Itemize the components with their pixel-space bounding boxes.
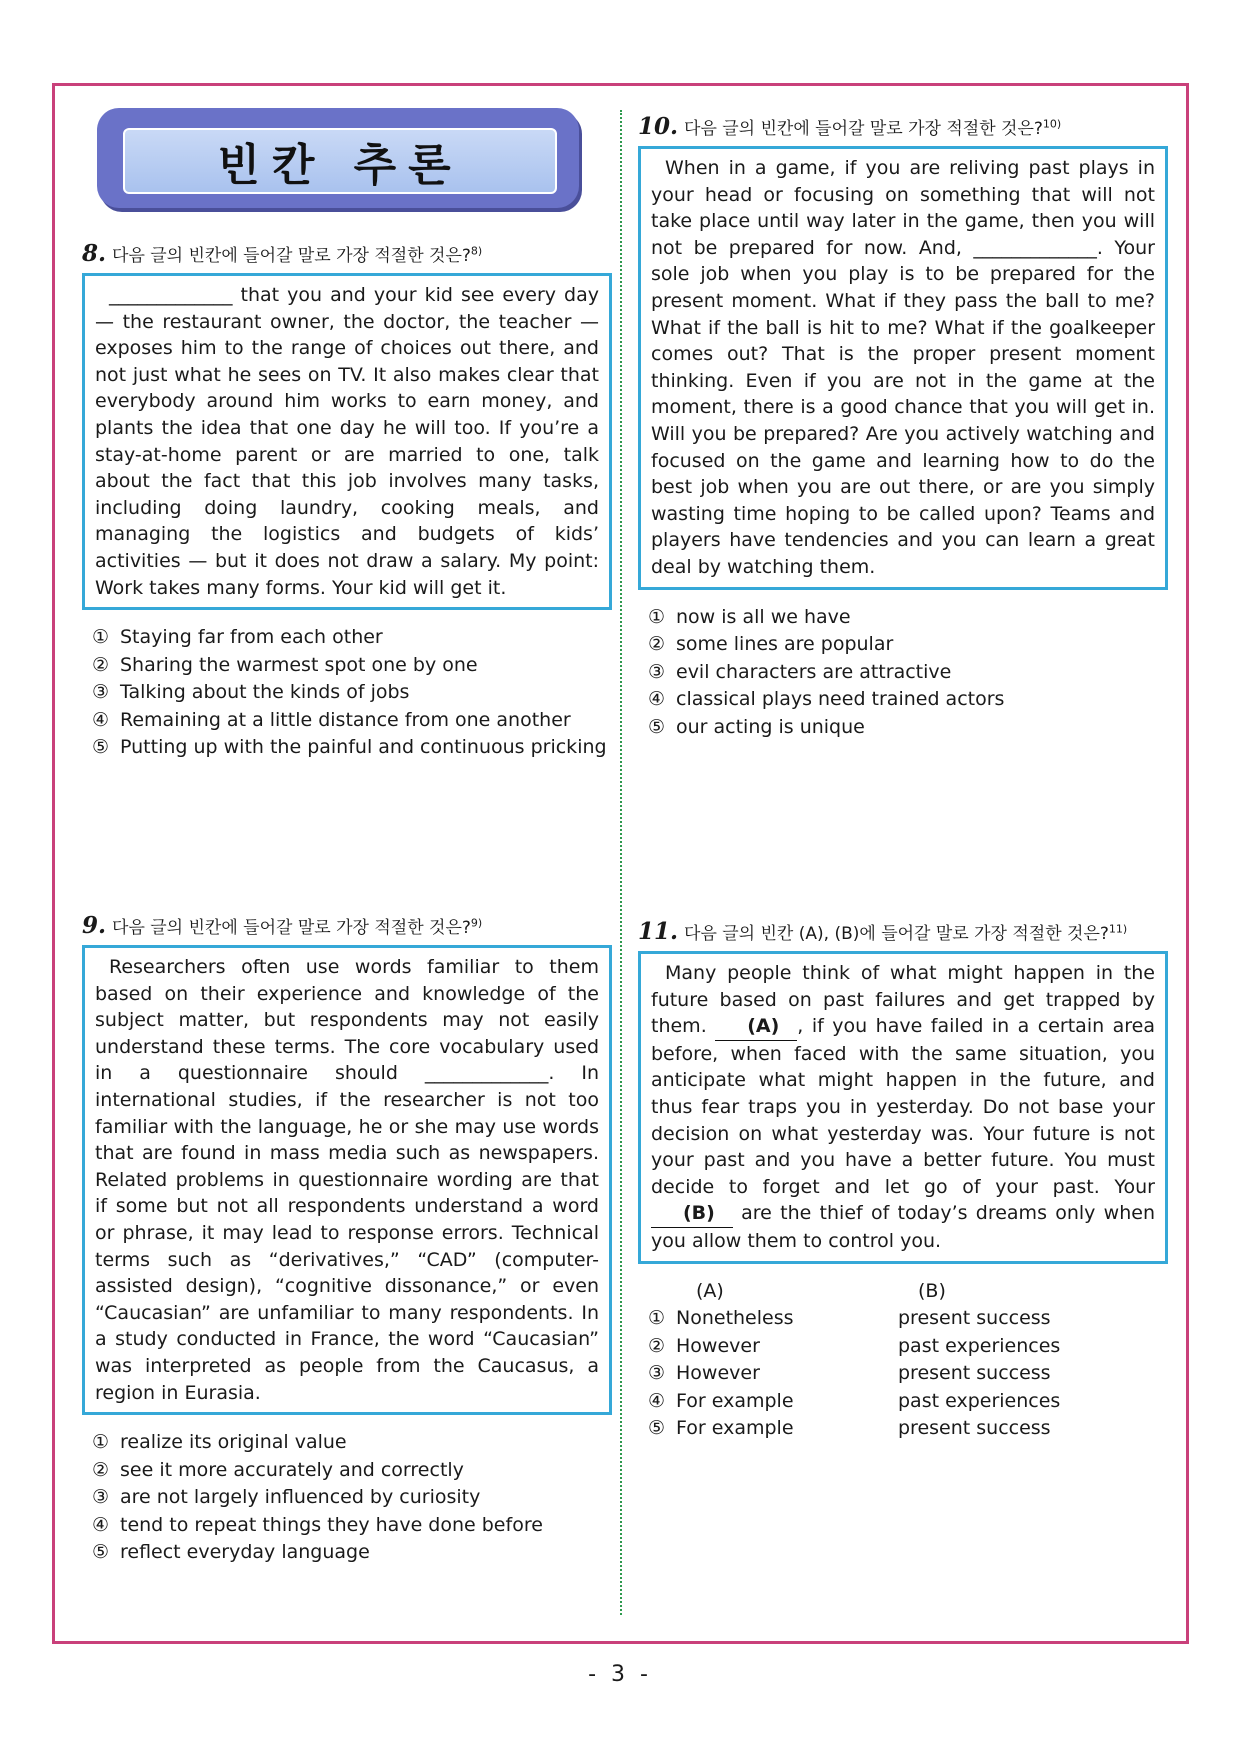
- section-title: 빈칸 추론: [123, 128, 557, 194]
- col-a-header: (A): [696, 1279, 724, 1302]
- option-marker: ③: [92, 681, 110, 704]
- option[interactable]: [92, 1484, 612, 1512]
- option[interactable]: [648, 631, 1168, 659]
- option-text: Sharing the warmest spot one by one: [120, 653, 478, 676]
- option-marker: ⑤: [92, 1541, 110, 1564]
- option-marker: ①: [648, 1307, 666, 1330]
- question-10-options: [638, 604, 1168, 742]
- option-marker: ②: [92, 1458, 110, 1481]
- option-text: our acting is unique: [676, 715, 865, 738]
- passage-text: . Your sole job when you play is to be prepared for the present moment. What if they pass the ball to me? What if the ball is hit to me? What if the goalkeeper comes out? That is the proper present moment thinking. Even if you are not in the game at the moment, there is a good chance that you will get in. Will you be prepared? Are you actively watching and focused on the game and learning how to do the best job when you are out there, or are you simply wasting time hoping to be called upon? Teams and players have tendencies and you can learn a great deal by watching them.: [651, 236, 1155, 578]
- option[interactable]: [638, 1333, 1168, 1361]
- option-text: some lines are popular: [676, 633, 894, 655]
- option-b: past experiences: [898, 1334, 1061, 1357]
- option[interactable]: [638, 1305, 1168, 1333]
- option-marker: ④: [92, 708, 110, 731]
- option[interactable]: [648, 714, 1168, 742]
- footnote-marker: 9): [470, 916, 483, 930]
- option[interactable]: [648, 659, 1168, 687]
- options-header: [638, 1278, 1168, 1306]
- page-number: - 3 -: [588, 1662, 652, 1687]
- question-9-header: [82, 912, 612, 939]
- blank: _____________: [109, 284, 233, 306]
- option-b: present success: [898, 1307, 1051, 1330]
- option-marker: ④: [92, 1513, 110, 1536]
- blank-a: (A): [715, 1013, 797, 1041]
- question-9-passage: [82, 945, 612, 1415]
- blank: _____________: [973, 236, 1097, 259]
- footnote-marker: 10): [1042, 117, 1062, 131]
- option[interactable]: [648, 604, 1168, 632]
- question-prompt: 다음 글의 빈칸에 들어갈 말로 가장 적절한 것은?: [112, 246, 471, 266]
- passage-text: Researchers often use words familiar to them based on their experience and knowledge of the subject matter, but respondents may not easily understand these terms. The core vocabulary used in a questionnaire should: [95, 956, 599, 1085]
- passage-text: When in a game, if you are reliving past plays in your head or focusing on something that will not take place until way later in the game, then you will not be prepared for now. And,: [651, 157, 1155, 259]
- option-text: Staying far from each other: [120, 626, 383, 649]
- question-8-header: [82, 240, 612, 267]
- option-a: For example: [676, 1417, 794, 1440]
- option[interactable]: [92, 1429, 612, 1457]
- option[interactable]: [92, 1539, 612, 1567]
- option-marker: ③: [648, 660, 666, 683]
- question-10-header: [638, 113, 1168, 140]
- option-marker: ⑤: [648, 715, 666, 738]
- option-marker: ②: [92, 653, 110, 676]
- footnote-marker: 8): [470, 244, 483, 258]
- question-8: [82, 240, 612, 762]
- question-10: [638, 113, 1168, 741]
- option[interactable]: [638, 1388, 1168, 1416]
- option[interactable]: [638, 1415, 1168, 1443]
- option[interactable]: [92, 624, 612, 652]
- question-number: 9.: [82, 912, 107, 939]
- blank-b: (B): [651, 1200, 733, 1228]
- option[interactable]: [92, 734, 612, 762]
- option-text: classical plays need trained actors: [676, 688, 1005, 710]
- option-marker: ③: [648, 1362, 666, 1385]
- passage-text: are the thief of today’s dreams only when you allow them to control you.: [651, 1202, 1155, 1252]
- option-a: For example: [676, 1389, 794, 1412]
- option-a: However: [676, 1334, 760, 1357]
- option-text: evil characters are attractive: [676, 660, 952, 683]
- option-marker: ①: [648, 605, 666, 628]
- passage-text: . In international studies, if the researcher is not too familiar with the language, he or she may use words that are found in mass media such as newspapers. Related problems in questionnaire wording are that if some but not all respondents understand a word or phrase, it may lead to response errors. Technical terms such as “derivatives,” “CAD” (computer-assisted design), “cognitive dissonance,” or even “Caucasian” are unfamiliar to many respondents. In a study conducted in France, the word “Caucasian” was interpreted as people from the Caucasus, a region in Eurasia.: [95, 1062, 599, 1404]
- passage-text: , if you have failed in a certain area before, when faced with the same situation, you anticipate what might happen in the future, and thus fear traps you in yesterday. Do not base your decision on what yesterday was. Your future is not your past and you have a better future. You must decide to forget and let go of your past. Your: [651, 1015, 1155, 1198]
- option-marker: ④: [648, 1389, 666, 1412]
- column-divider: [620, 110, 622, 1615]
- question-prompt: 다음 글의 빈칸에 들어갈 말로 가장 적절한 것은?: [112, 918, 471, 938]
- question-prompt: 다음 글의 빈칸에 들어갈 말로 가장 적절한 것은?: [684, 119, 1043, 139]
- option-marker: ①: [92, 1431, 110, 1454]
- option-text: now is all we have: [676, 605, 851, 628]
- option-b: present success: [898, 1362, 1051, 1385]
- question-11-passage: [638, 951, 1168, 1264]
- question-9-options: [82, 1429, 612, 1567]
- option-marker: ⑤: [648, 1417, 666, 1440]
- option-text: Talking about the kinds of jobs: [120, 681, 410, 704]
- option-text: see it more accurately and correctly: [120, 1458, 464, 1481]
- option-marker: ⑤: [92, 736, 110, 759]
- option-marker: ②: [648, 1334, 666, 1357]
- option[interactable]: [638, 1360, 1168, 1388]
- option[interactable]: [92, 1512, 612, 1540]
- question-11: [638, 918, 1168, 1443]
- question-8-options: [82, 624, 612, 762]
- question-number: 8.: [82, 240, 107, 267]
- question-number: 10.: [638, 113, 679, 140]
- question-prompt: 다음 글의 빈칸 (A), (B)에 들어갈 말로 가장 적절한 것은?: [684, 924, 1109, 944]
- col-b-header: (B): [918, 1279, 946, 1302]
- option-text: tend to repeat things they have done before: [120, 1513, 543, 1536]
- option[interactable]: [92, 679, 612, 707]
- option-a: Nonetheless: [676, 1307, 794, 1330]
- question-11-header: [638, 918, 1168, 945]
- question-number: 11.: [638, 918, 679, 945]
- option-text: Putting up with the painful and continuous pricking: [120, 736, 607, 759]
- option[interactable]: [92, 1457, 612, 1485]
- passage-text: that you and your kid see every day — the restaurant owner, the doctor, the teacher — exposes him to the range of choices out there, and not just what he sees on TV. It also makes clear that everybody around him works to earn money, and plants the idea that one day he will too. If you’re a stay-at-home parent or are married to one, talk about the fact that this job involves many tasks, including doing laundry, cooking meals, and managing the logistics and budgets of kids’ activities — but it does not draw a salary. My point: Work takes many forms. Your kid will get it.: [95, 284, 599, 599]
- option[interactable]: [92, 707, 612, 735]
- question-8-passage: [82, 273, 612, 610]
- option-marker: ②: [648, 633, 666, 655]
- blank: _____________: [424, 1062, 549, 1085]
- option-text: Remaining at a little distance from one another: [120, 708, 571, 731]
- footnote-marker: 11): [1108, 922, 1128, 936]
- option[interactable]: [648, 686, 1168, 714]
- question-9: [82, 912, 612, 1567]
- option-text: reflect everyday language: [120, 1541, 370, 1564]
- option-marker: ①: [92, 626, 110, 649]
- option[interactable]: [92, 652, 612, 680]
- option-marker: ③: [92, 1486, 110, 1509]
- option-a: However: [676, 1362, 760, 1385]
- question-10-passage: [638, 146, 1168, 590]
- passage-text: Many people think of what might happen in the future based on past failures and get trapped by them.: [651, 962, 1155, 1038]
- question-11-options: [638, 1305, 1168, 1443]
- option-marker: ④: [648, 688, 666, 710]
- option-b: past experiences: [898, 1389, 1061, 1412]
- option-text: realize its original value: [120, 1431, 347, 1454]
- option-text: are not largely influenced by curiosity: [120, 1486, 481, 1509]
- option-b: present success: [898, 1417, 1051, 1440]
